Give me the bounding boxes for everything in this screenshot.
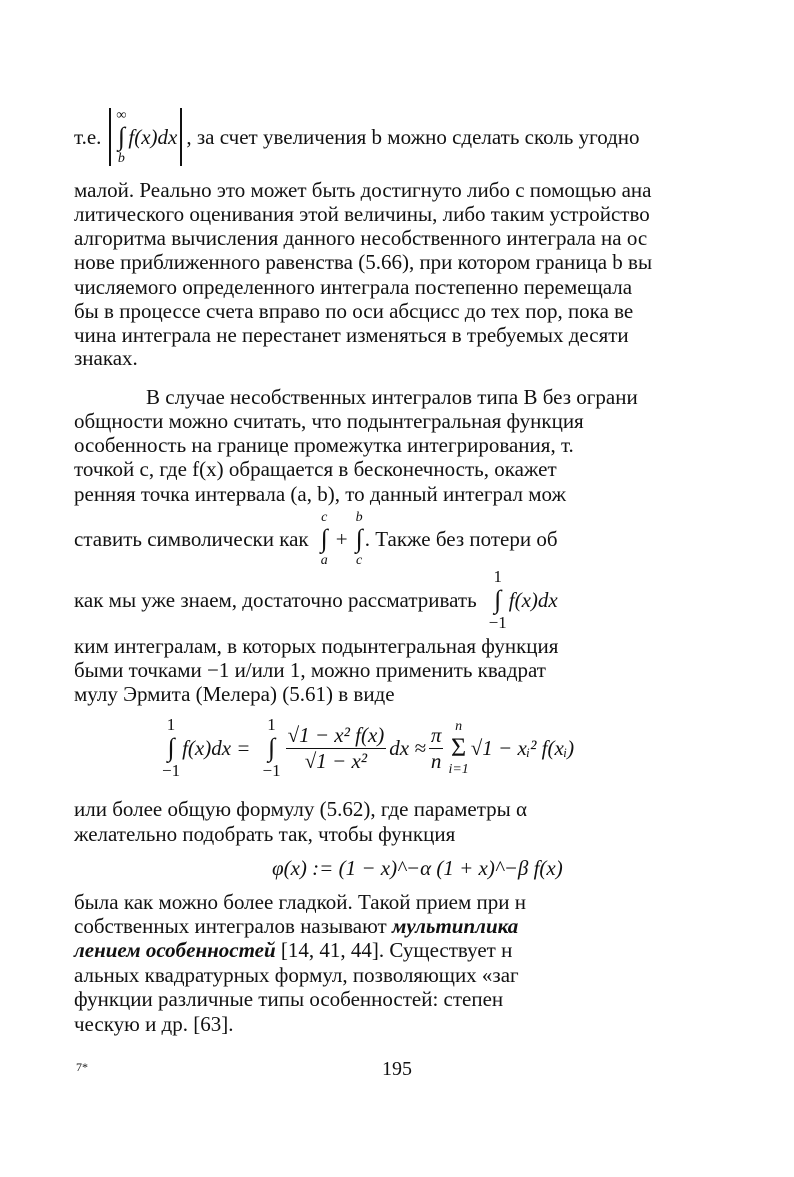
text-line: мулу Эрмита (Мелера) (5.61) в виде	[74, 682, 395, 706]
integral-expression	[116, 108, 126, 166]
text-line: В случае несобственных интегралов типа В без ограни	[146, 385, 638, 409]
text-line: функции различные типы особенностей: степен	[74, 987, 504, 1011]
integral-lower-limit: a	[320, 553, 328, 568]
integral-c-to-b	[356, 510, 363, 568]
integral-sign: ∫	[320, 524, 328, 553]
integral-upper-limit: b	[355, 510, 363, 525]
text: собственных интегралов называют	[74, 914, 392, 938]
lhs-integral: 1 ∫ −1	[162, 715, 181, 780]
text: ставить символически как	[74, 526, 309, 551]
signature-mark: 7*	[76, 1060, 88, 1074]
plus-sign: +	[335, 526, 348, 551]
text-line: нове приближенного равенства (5.66), при котором граница b вы	[74, 250, 653, 274]
integral-sign: ∫	[494, 585, 502, 614]
integral-body: f(x)dx	[128, 124, 178, 149]
text-line: числяемого определенного интеграла постепенно перемещала	[74, 275, 633, 299]
text: . Также без потери об	[364, 526, 558, 551]
text: т.е.	[74, 124, 102, 149]
integral-upper-limit: 1	[493, 567, 502, 586]
integral-a-to-c	[321, 510, 328, 568]
text-line	[74, 108, 640, 166]
text-line	[74, 914, 518, 938]
text-line: особенность на границе промежутка интегрирования, т.	[74, 433, 574, 457]
text-line	[74, 510, 558, 568]
text-line: быми точками −1 и/или 1, можно применить квадрат	[74, 658, 546, 682]
phi-formula: φ(x) := (1 − x)^−α (1 + x)^−β f(x)	[272, 856, 563, 880]
text-line: ческую и др. [63].	[74, 1012, 234, 1036]
text-line: литического оценивания этой величины, либо таким устройство	[74, 202, 650, 226]
text-line: ким интегралам, в которых подынтегральная функция	[74, 634, 559, 658]
emphasized-term: лением особенностей	[74, 938, 276, 962]
dx-approx: dx ≈	[389, 735, 426, 760]
text-line: общности можно считать, что подынтегральная функция	[74, 409, 584, 433]
integral-body: f(x)dx	[508, 587, 558, 612]
integral-lower-limit: c	[356, 553, 363, 568]
text-line: малой. Реально это может быть достигнуто либо с помощью ана	[74, 178, 652, 202]
text-line	[74, 938, 512, 962]
text-line: чина интеграла не перестанет изменяться в требуемых десяти	[74, 323, 629, 347]
text-line: альных квадратурных формул, позволяющих «заг	[74, 963, 519, 987]
text-line: ренняя точка интервала (a, b), то данный интеграл мож	[74, 482, 567, 506]
text-line: алгоритма вычисления данного несобственного интеграла на ос	[74, 226, 648, 250]
integral-sign: ∫	[355, 524, 363, 553]
weight-fraction: $\frac{\text{√1 − x² f(x)}}{\text{√1 − x²}}$	[287, 723, 385, 773]
pi-over-n: $\frac{\pi}{n}$	[430, 723, 442, 773]
hermite-formula	[160, 716, 574, 780]
integral-upper-limit: ∞	[116, 108, 127, 123]
lhs-body: f(x)dx =	[182, 735, 251, 760]
integral-lower-limit: −1	[488, 613, 507, 632]
summation: n Σ i=1	[448, 719, 469, 777]
absolute-value-expression	[109, 108, 182, 166]
text-line: точкой c, где f(x) обращается в бесконечность, окажет	[74, 457, 557, 481]
text: [14, 41, 44]. Существует н	[275, 938, 513, 962]
text: как мы уже знаем, достаточно рассматривать	[74, 587, 477, 612]
text-line: бы в процессе счета вправо по оси абсцисс до тех пор, пока ве	[74, 299, 634, 323]
integral-minus1-to-1	[489, 568, 507, 632]
text-line: желательно подобрать так, чтобы функция	[74, 822, 456, 846]
text-line: была как можно более гладкой. Такой прием при н	[74, 890, 527, 914]
text-line: знаках.	[74, 346, 138, 370]
integral-sign: ∫	[117, 122, 125, 151]
text-line	[74, 568, 558, 632]
text-line: или более общую формулу (5.62), где параметры α	[74, 797, 528, 821]
integral-upper-limit: c	[321, 510, 328, 525]
emphasized-term: мультиплика	[391, 914, 519, 938]
rhs-integral: 1 ∫ −1	[262, 715, 281, 780]
text: , за счет увеличения b можно сделать сколь угодно	[186, 124, 640, 149]
page-number: 195	[382, 1058, 412, 1080]
integral-lower-limit: b	[117, 151, 125, 166]
sum-body: √1 − xᵢ² f(xᵢ)	[470, 735, 575, 760]
